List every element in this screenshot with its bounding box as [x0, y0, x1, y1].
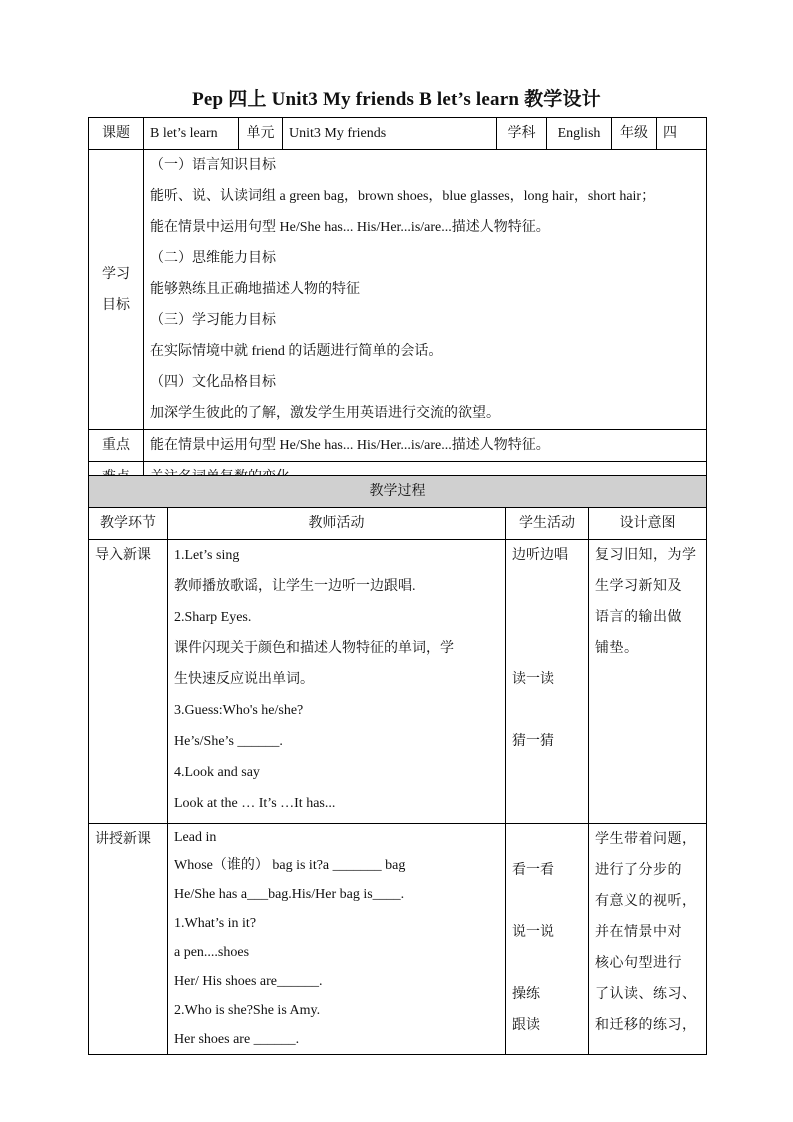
- unit-label: 单元: [239, 118, 283, 150]
- objective-line: 能听、说、认读词组 a green bag，brown shoes，blue glasses，long hair，short hair；: [150, 189, 656, 204]
- objectives-label-line1: 学习: [102, 266, 130, 282]
- teacher-line: Her shoes are ______.: [174, 1032, 300, 1047]
- student-line: 读一读: [512, 672, 554, 687]
- column-header-teacher: 教师活动: [168, 508, 506, 540]
- subject-label: 学科: [497, 118, 547, 150]
- teacher-line: a pen....shoes: [174, 945, 250, 960]
- teacher-line: He/She has a___bag.His/Her bag is____.: [174, 887, 405, 902]
- objectives-label: [89, 150, 144, 430]
- column-header-student: 学生活动: [506, 508, 589, 540]
- intent-line: 铺垫。: [595, 641, 639, 656]
- teacher-line: Whose（谁的） bag is it?a _______ bag: [174, 858, 406, 873]
- grade-label: 年级: [612, 118, 657, 150]
- process-heading: 教学过程: [89, 476, 707, 508]
- objective-line: （三）学习能力目标: [150, 313, 276, 328]
- student-line: [512, 695, 582, 726]
- process-table: [88, 475, 707, 1055]
- student-line: 说一说: [512, 925, 554, 940]
- teacher-activity: [168, 540, 506, 824]
- student-line: [512, 824, 582, 855]
- student-line: 跟读: [512, 1018, 540, 1033]
- objective-line: 在实际情境中就 friend 的话题进行简单的会话。: [150, 344, 443, 359]
- key-point-label: 重点: [89, 430, 144, 462]
- teacher-line: 课件闪现关于颜色和描述人物特征的单词，学: [174, 641, 454, 656]
- document-title: Pep 四上 Unit3 My friends B let’s learn 教学设计: [192, 89, 601, 110]
- student-line: [512, 602, 582, 633]
- student-line: [512, 633, 582, 664]
- intent-line: 并在情景中对: [595, 925, 682, 940]
- teacher-activity: [168, 824, 506, 1055]
- design-intent: [589, 540, 707, 824]
- info-table: [88, 117, 707, 494]
- objectives-content: [144, 150, 707, 430]
- objective-line: （一）语言知识目标: [150, 158, 276, 173]
- teacher-line: 生快速反应说出单词。: [174, 672, 314, 687]
- teacher-line: Look at the … It’s …It has...: [174, 796, 336, 811]
- teacher-line: Lead in: [174, 830, 217, 845]
- teacher-line: 3.Guess:Who's he/she?: [174, 703, 304, 718]
- table-row: [89, 824, 707, 1055]
- objective-line: 加深学生彼此的了解，激发学生用英语进行交流的欲望。: [150, 406, 500, 421]
- objective-line: （四）文化品格目标: [150, 375, 276, 390]
- teacher-line: 教师播放歌谣，让学生一边听一边跟唱.: [174, 579, 416, 594]
- intent-line: 和迁移的练习，: [595, 1018, 697, 1033]
- intent-line: 复习旧知，为学: [595, 548, 697, 563]
- topic-label: 课题: [89, 118, 144, 150]
- column-header-stage: 教学环节: [89, 508, 168, 540]
- student-activity: [506, 824, 589, 1055]
- student-line: 边听边唱: [512, 548, 568, 563]
- teacher-line: 4.Look and say: [174, 765, 260, 780]
- teacher-line: 2.Sharp Eyes.: [174, 610, 252, 625]
- intent-line: 核心句型进行: [595, 956, 682, 971]
- subject-value: English: [547, 118, 612, 150]
- objective-line: 能在情景中运用句型 He/She has... His/Her...is/are...描述人物特征。: [150, 220, 550, 235]
- table-row: [89, 540, 707, 824]
- student-line: 操练: [512, 987, 540, 1002]
- student-line: [512, 948, 582, 979]
- intent-line: 有意义的视听，: [595, 894, 697, 909]
- key-point-text: 能在情景中运用句型 He/She has... His/Her...is/are...描述人物特征。: [144, 430, 707, 462]
- teacher-line: 2.Who is she?She is Amy.: [174, 1003, 321, 1018]
- teacher-line: Her/ His shoes are______.: [174, 974, 323, 989]
- intent-line: 生学习新知及: [595, 579, 682, 594]
- column-header-intent: 设计意图: [589, 508, 707, 540]
- unit-value: Unit3 My friends: [283, 118, 497, 150]
- stage-name: 导入新课: [89, 540, 168, 824]
- student-line: [512, 571, 582, 602]
- objective-line: （二）思维能力目标: [150, 251, 276, 266]
- topic-value: B let’s learn: [144, 118, 239, 150]
- design-intent: [589, 824, 707, 1055]
- student-line: 猜一猜: [512, 734, 554, 749]
- teacher-line: 1.What’s in it?: [174, 916, 257, 931]
- grade-value: 四: [657, 118, 707, 150]
- intent-line: 学生带着问题，: [595, 832, 697, 847]
- teacher-line: He’s/She’s ______.: [174, 734, 283, 749]
- objective-line: 能够熟练且正确地描述人物的特征: [150, 282, 360, 297]
- intent-line: 了认读、练习、: [595, 987, 697, 1002]
- objectives-label-line2: 目标: [102, 297, 130, 313]
- stage-name: 讲授新课: [89, 824, 168, 1055]
- intent-line: 语言的输出做: [595, 610, 682, 625]
- student-activity: [506, 540, 589, 824]
- student-line: [512, 886, 582, 917]
- intent-line: 进行了分步的: [595, 863, 682, 878]
- student-line: 看一看: [512, 863, 554, 878]
- teacher-line: 1.Let’s sing: [174, 548, 240, 563]
